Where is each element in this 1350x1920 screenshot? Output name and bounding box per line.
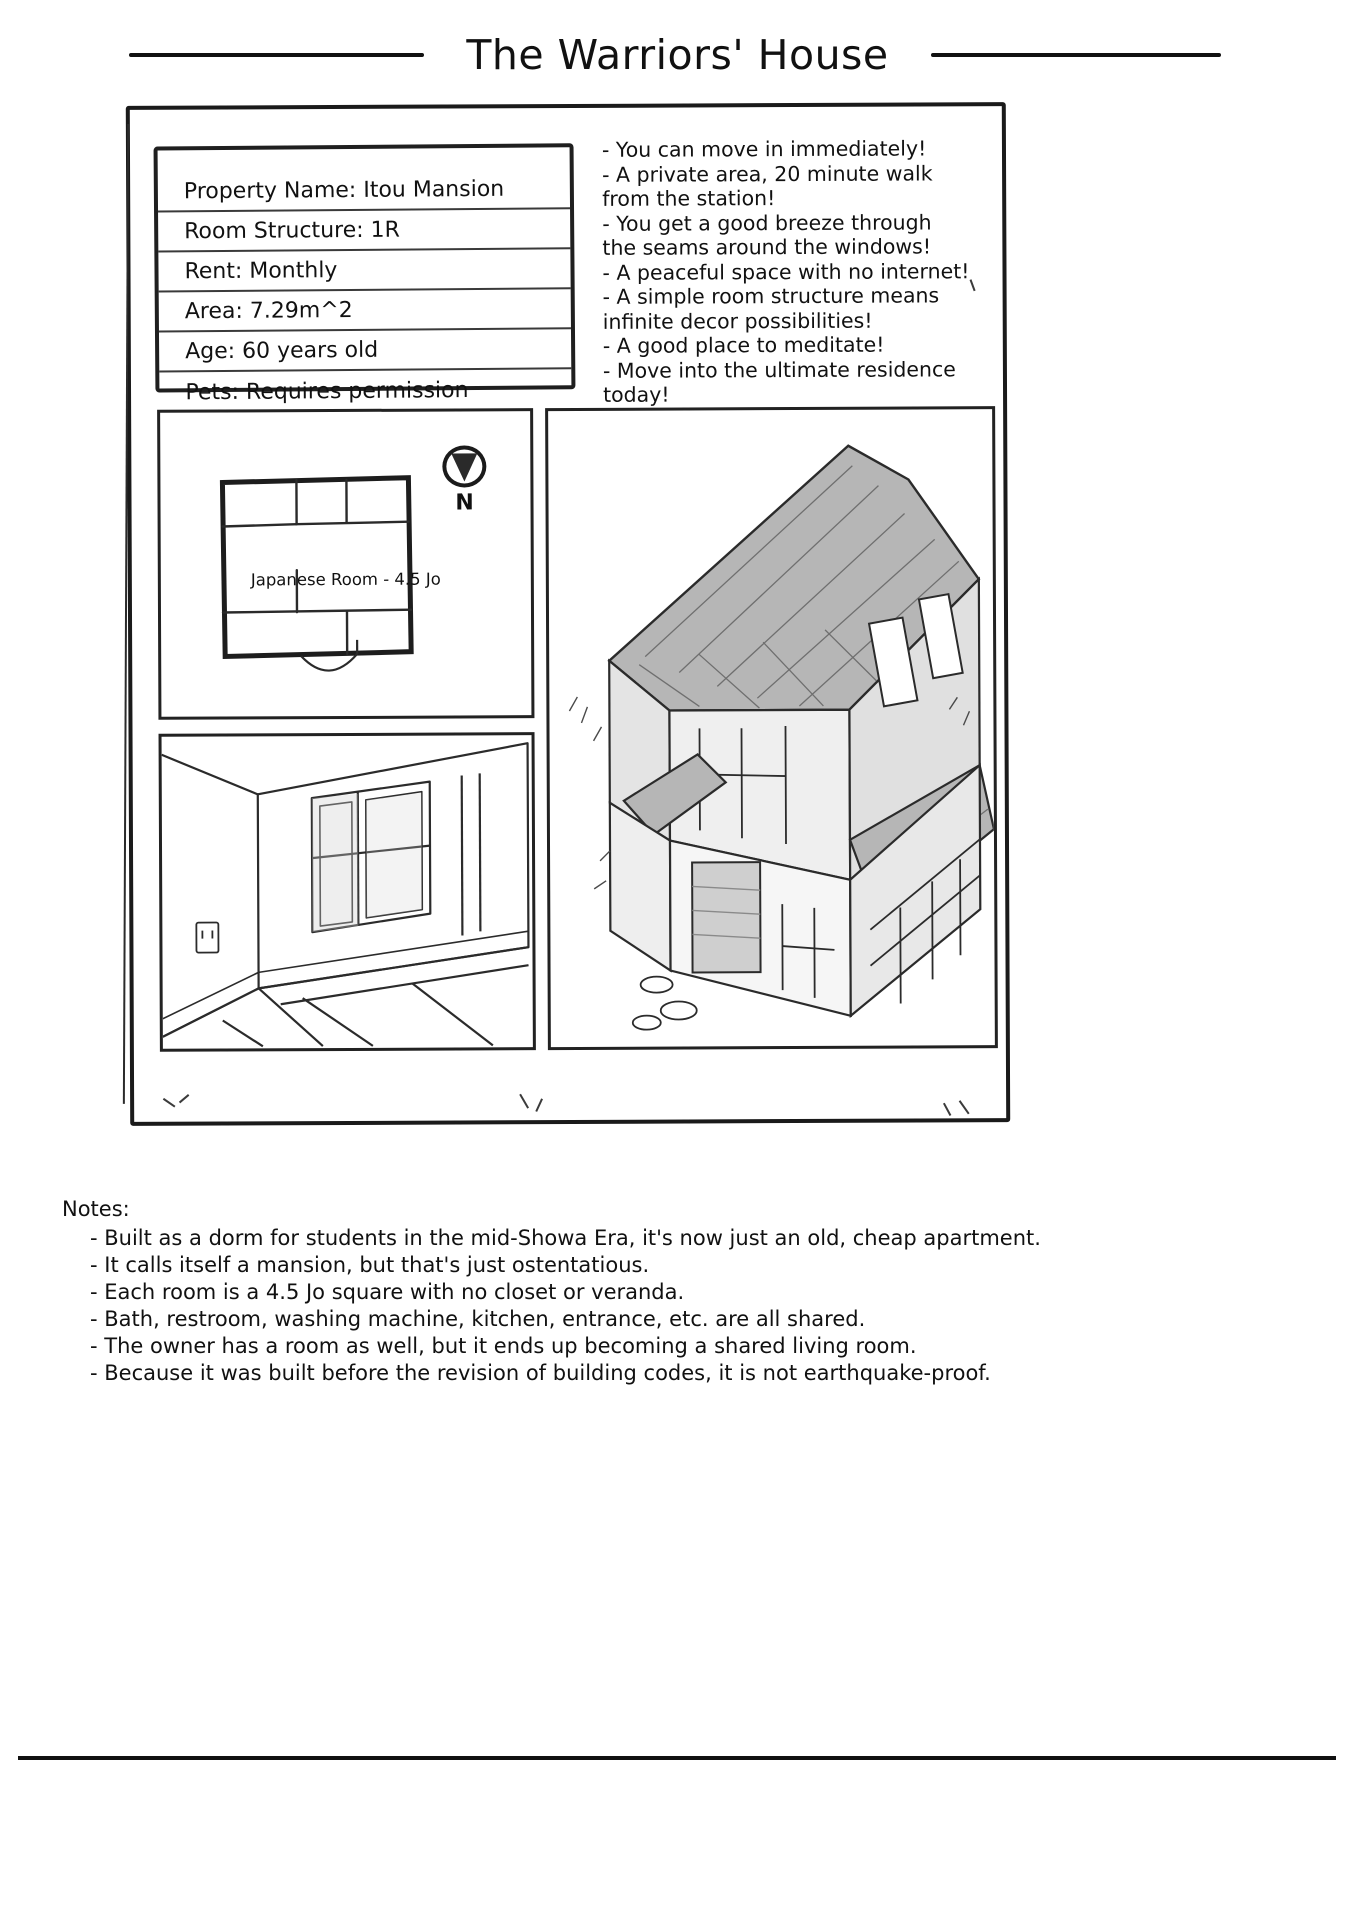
building-exterior-panel xyxy=(545,406,998,1050)
notes-section xyxy=(62,1196,1162,1387)
list-item: - Move into the ultimate residence xyxy=(602,356,956,383)
spec-row: Rent: Monthly xyxy=(158,249,570,292)
list-item: - You get a good breeze through xyxy=(602,209,932,236)
spec-row: Area: 7.29m^2 xyxy=(159,289,571,332)
list-item: - Because it was built before the revision of building codes, it is not earthquake-proof. xyxy=(90,1361,991,1385)
list-item: - A good place to meditate! xyxy=(602,332,885,358)
list-item: - It calls itself a mansion, but that's just ostentatious. xyxy=(90,1253,650,1277)
list-item: - The owner has a room as well, but it ends up becoming a shared living room. xyxy=(90,1334,917,1358)
list-item: - Built as a dorm for students in the mid-Showa Era, it's now just an old, cheap apartment. xyxy=(90,1226,1041,1250)
selling-points-list xyxy=(602,136,995,407)
sketch-tick xyxy=(959,1100,970,1114)
room-interior-panel xyxy=(159,732,536,1052)
building-exterior-drawing xyxy=(548,409,995,1047)
list-item: from the station! xyxy=(602,186,776,211)
title-rule-right xyxy=(931,53,1221,57)
sketch-tick xyxy=(519,1094,529,1109)
title-rule-left xyxy=(129,53,424,57)
property-flyer-panel xyxy=(126,102,1010,1126)
room-interior-drawing xyxy=(162,735,533,1049)
list-item: - A peaceful space with no internet! xyxy=(602,258,970,285)
notes-heading: Notes: xyxy=(62,1197,130,1221)
sketch-tick xyxy=(163,1098,176,1108)
page-title: The Warriors' House xyxy=(466,31,889,79)
property-specs-box xyxy=(154,143,576,405)
compass-north-arrow-icon xyxy=(442,445,486,487)
compass-label: N xyxy=(455,490,474,516)
list-item: - A private area, 20 minute walk xyxy=(602,160,933,187)
list-item: today! xyxy=(602,382,670,407)
list-item: - You can move in immediately! xyxy=(601,136,927,162)
list-item: the seams around the windows! xyxy=(602,234,932,260)
list-item: - A simple room structure means xyxy=(602,283,940,309)
list-item: - Bath, restroom, washing machine, kitchen, entrance, etc. are all shared. xyxy=(90,1307,866,1331)
floor-plan-label: Japanese Room - 4.5 Jo xyxy=(250,569,441,590)
spec-row: Property Name: Itou Mansion xyxy=(158,151,570,212)
floor-plan-panel xyxy=(157,408,534,720)
footer-rule xyxy=(0,1756,1350,1760)
spec-row: Pets: Requires permission xyxy=(185,377,469,405)
list-item: - Each room is a 4.5 Jo square with no closet or veranda. xyxy=(90,1280,685,1304)
spec-row: Room Structure: 1R xyxy=(158,209,570,252)
compass xyxy=(432,445,496,515)
sketch-tick xyxy=(943,1103,951,1116)
notes-list xyxy=(62,1225,1162,1387)
sketch-tick xyxy=(179,1094,189,1103)
sketch-tick xyxy=(535,1098,543,1112)
spec-row: Age: 60 years old xyxy=(159,329,571,372)
list-item: infinite decor possibilities! xyxy=(602,308,873,334)
page-header xyxy=(0,24,1350,86)
